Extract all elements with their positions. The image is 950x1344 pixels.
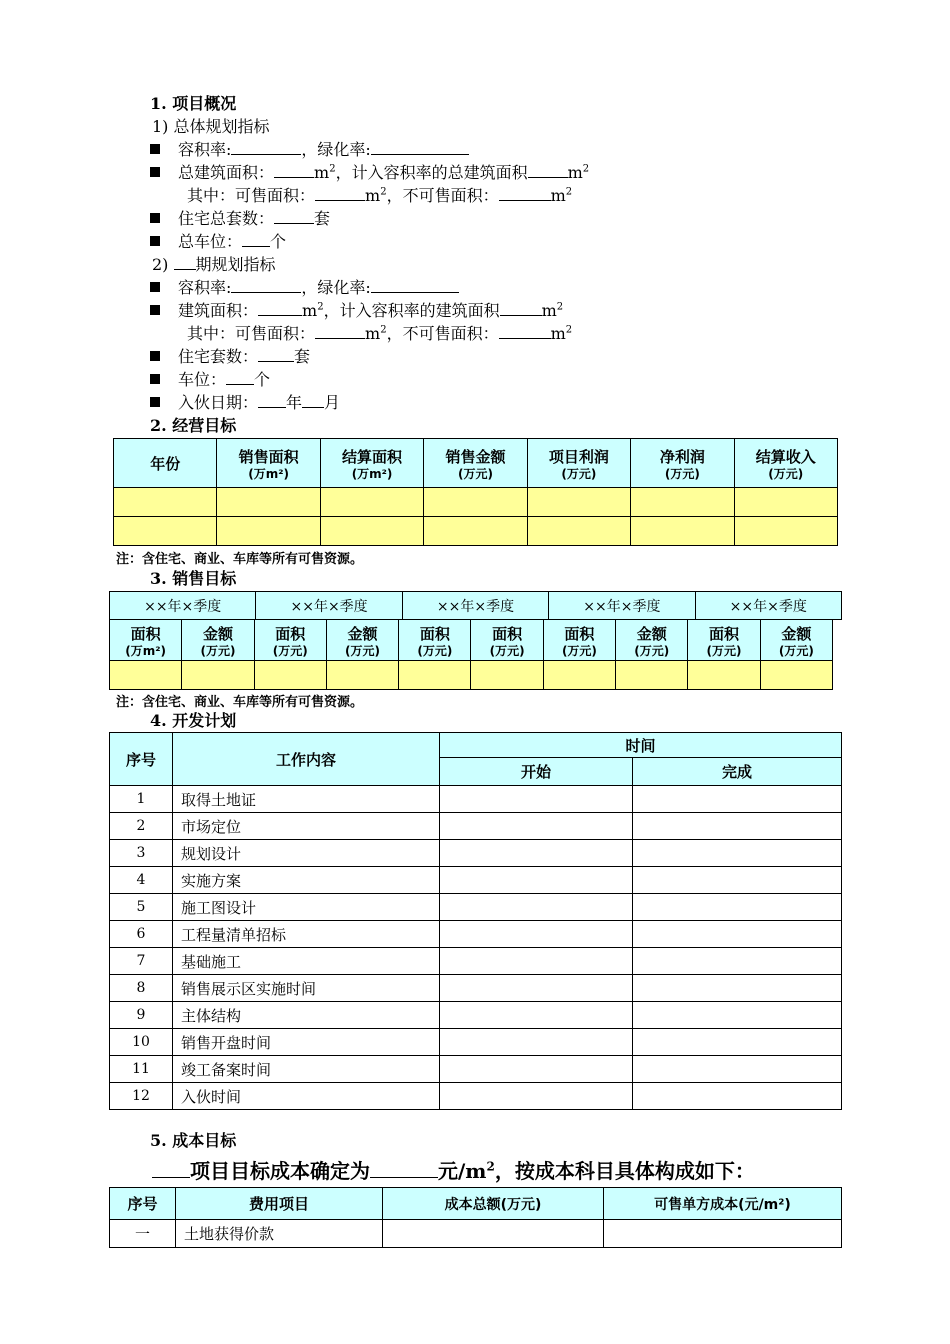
table-row: [114, 517, 838, 546]
row-work: 基础施工: [173, 948, 440, 975]
table-cell[interactable]: [631, 517, 734, 546]
operating-target-table: [113, 438, 838, 546]
header-start: 开始: [440, 758, 633, 786]
table-header-row: [114, 439, 838, 488]
table-cell[interactable]: [424, 517, 527, 546]
square-bullet-icon: [150, 213, 160, 223]
quarter-header: ××年×季度: [256, 592, 402, 620]
header-settled-area: 结算面积 (万m²): [320, 439, 423, 488]
square-bullet-icon: [150, 167, 160, 177]
sub-header-amount: 金额 (万元): [182, 620, 254, 661]
square-bullet-icon: [150, 374, 160, 384]
row-start-cell[interactable]: [440, 1029, 633, 1056]
row-seq: 11: [110, 1056, 173, 1083]
table-cell[interactable]: [631, 488, 734, 517]
row-seq: 6: [110, 921, 173, 948]
sales-sub-table: [109, 619, 833, 690]
square-bullet-icon: [150, 282, 160, 292]
square-bullet-icon: [150, 351, 160, 361]
header-net-profit: 净利润 (万元): [631, 439, 734, 488]
row-seq: 2: [110, 813, 173, 840]
cost-target-table: [109, 1187, 842, 1248]
header-end: 完成: [633, 758, 842, 786]
header-total-cost: 成本总额(万元): [383, 1188, 604, 1220]
header-unit-cost: 可售单方成本(元/m²): [604, 1188, 842, 1220]
table-row: [110, 894, 842, 921]
line-phase-saleable-area: 其中：可售面积： $m^2$，不可售面积： $m^2$: [187, 324, 573, 343]
table-cell[interactable]: [734, 517, 837, 546]
row-work: 市场定位: [173, 813, 440, 840]
sub-heading-phase: 2) 期规划指标: [152, 255, 276, 274]
row-end-cell[interactable]: [633, 975, 842, 1002]
table-row: [110, 948, 842, 975]
row-start-cell[interactable]: [440, 813, 633, 840]
table-row: [110, 1056, 842, 1083]
bullet-move-in-date: 入伙日期： 年 月: [150, 392, 340, 414]
sales-subheader-row: [110, 620, 833, 661]
table-row: [110, 840, 842, 867]
bullet-phase-floor-area: 建筑面积： $m^2$，计入容积率的建筑面积 $m^2$: [150, 300, 563, 322]
sub-header-amount: 金额 (万元): [616, 620, 688, 661]
sub-header-area: 面积 (万m²): [110, 620, 182, 661]
header-cost-item: 费用项目: [176, 1188, 383, 1220]
quarter-header: ××年×季度: [549, 592, 695, 620]
row-work: 取得土地证: [173, 786, 440, 813]
sub-header-area: 面积 (万元): [471, 620, 543, 661]
table-row: [110, 1029, 842, 1056]
quarter-header: ××年×季度: [402, 592, 548, 620]
sub-header-area: 面积 (万元): [254, 620, 326, 661]
table-row: [110, 867, 842, 894]
row-start-cell[interactable]: [440, 894, 633, 921]
header-time: 时间: [440, 733, 842, 758]
row-total-cell[interactable]: [383, 1220, 604, 1248]
row-end-cell[interactable]: [633, 894, 842, 921]
quarter-header: ××年×季度: [110, 592, 256, 620]
sub-header-area: 面积 (万元): [543, 620, 615, 661]
table-cell[interactable]: [424, 488, 527, 517]
row-seq: 8: [110, 975, 173, 1002]
sub-header-amount: 金额 (万元): [326, 620, 398, 661]
table-cell[interactable]: [114, 517, 217, 546]
row-seq: 12: [110, 1083, 173, 1110]
sales-target-table: [109, 591, 842, 689]
table-cell[interactable]: [320, 488, 423, 517]
square-bullet-icon: [150, 236, 160, 246]
line-saleable-area: 其中：可售面积： $m^2$，不可售面积： $m^2$: [187, 186, 573, 205]
row-work: 销售展示区实施时间: [173, 975, 440, 1002]
row-start-cell[interactable]: [440, 1002, 633, 1029]
table-row: [114, 488, 838, 517]
row-seq: 1: [110, 786, 173, 813]
table-row: [110, 921, 842, 948]
bullet-phase-housing-units: 住宅套数： 套: [150, 346, 310, 368]
bullet-phase-plot-ratio: 容积率: ，绿化率:: [150, 277, 459, 299]
bullet-total-floor-area: 总建筑面积： $m^2$，计入容积率的总建筑面积 $m^2$: [150, 162, 589, 184]
row-work: 规划设计: [173, 840, 440, 867]
header-sales-amount: 销售金额 (万元): [424, 439, 527, 488]
table-cell[interactable]: [734, 488, 837, 517]
row-seq: 7: [110, 948, 173, 975]
header-settled-income: 结算收入 (万元): [734, 439, 837, 488]
table-row: [110, 813, 842, 840]
row-work: 主体结构: [173, 1002, 440, 1029]
row-end-cell[interactable]: [633, 1002, 842, 1029]
header-work: 工作内容: [173, 733, 440, 786]
table-cell[interactable]: [760, 661, 832, 690]
table-cell[interactable]: [217, 488, 320, 517]
table-cell[interactable]: [320, 517, 423, 546]
row-end-cell[interactable]: [633, 921, 842, 948]
row-seq: 9: [110, 1002, 173, 1029]
bullet-plot-ratio: 容积率: ，绿化率:: [150, 139, 469, 161]
row-start-cell[interactable]: [440, 840, 633, 867]
row-start-cell[interactable]: [440, 867, 633, 894]
section-3-heading: 3. 销售目标: [150, 569, 237, 588]
table-cell[interactable]: [527, 517, 630, 546]
row-work: 销售开盘时间: [173, 1029, 440, 1056]
row-start-cell[interactable]: [440, 786, 633, 813]
row-end-cell[interactable]: [633, 840, 842, 867]
bullet-parking: 总车位： 个: [150, 231, 286, 253]
table-cell[interactable]: [399, 661, 471, 690]
table-cell[interactable]: [616, 661, 688, 690]
header-seq: 序号: [110, 1188, 176, 1220]
table-cell[interactable]: [471, 661, 543, 690]
row-end-cell[interactable]: [633, 867, 842, 894]
row-end-cell[interactable]: [633, 1029, 842, 1056]
sub-heading-overall: 1) 总体规划指标: [152, 117, 270, 136]
table-row: [110, 661, 833, 690]
quarter-header: ××年×季度: [695, 592, 841, 620]
header-seq: 序号: [110, 733, 173, 786]
sub-header-area: 面积 (万元): [399, 620, 471, 661]
row-work: 竣工备案时间: [173, 1056, 440, 1083]
square-bullet-icon: [150, 144, 160, 154]
table-cell[interactable]: [254, 661, 326, 690]
row-seq: 4: [110, 867, 173, 894]
bullet-phase-parking: 车位： 个: [150, 369, 270, 391]
table-row: [110, 1220, 842, 1248]
header-year: 年份: [114, 439, 217, 488]
row-end-cell[interactable]: [633, 813, 842, 840]
table-row: [110, 1083, 842, 1110]
row-start-cell[interactable]: [440, 1083, 633, 1110]
operating-note: 注：含住宅、商业、车库等所有可售资源。: [116, 552, 364, 567]
row-unit-cell[interactable]: [604, 1220, 842, 1248]
table-cell[interactable]: [217, 517, 320, 546]
row-start-cell[interactable]: [440, 975, 633, 1002]
section-5-heading: 5. 成本目标: [150, 1131, 237, 1150]
section-2-heading: 2. 经营目标: [150, 416, 237, 435]
row-seq: 3: [110, 840, 173, 867]
section-1-heading: 1. 项目概况: [150, 94, 237, 113]
table-row: [110, 1002, 842, 1029]
row-seq: 5: [110, 894, 173, 921]
row-start-cell[interactable]: [440, 1056, 633, 1083]
row-seq: 10: [110, 1029, 173, 1056]
table-cell[interactable]: [326, 661, 398, 690]
table-cell[interactable]: [527, 488, 630, 517]
row-end-cell[interactable]: [633, 786, 842, 813]
sub-header-area: 面积 (万元): [688, 620, 760, 661]
square-bullet-icon: [150, 305, 160, 315]
row-end-cell[interactable]: [633, 1083, 842, 1110]
header-sales-area: 销售面积 (万m²): [217, 439, 320, 488]
row-start-cell[interactable]: [440, 948, 633, 975]
table-row: [110, 786, 842, 813]
sub-header-amount: 金额 (万元): [760, 620, 832, 661]
cost-target-line: 项目目标成本确定为 元$/m^2$，按成本科目具体构成如下：: [152, 1157, 755, 1185]
table-cell[interactable]: [114, 488, 217, 517]
row-cost-item: 土地获得价款: [176, 1220, 383, 1248]
row-seq: 一: [110, 1220, 176, 1248]
row-work: 实施方案: [173, 867, 440, 894]
table-cell[interactable]: [182, 661, 254, 690]
table-cell[interactable]: [543, 661, 615, 690]
development-plan-table: [109, 732, 842, 1110]
row-work: 工程量清单招标: [173, 921, 440, 948]
square-bullet-icon: [150, 397, 160, 407]
header-project-profit: 项目利润 (万元): [527, 439, 630, 488]
bullet-housing-units: 住宅总套数： 套: [150, 208, 330, 230]
row-end-cell[interactable]: [633, 1056, 842, 1083]
row-work: 施工图设计: [173, 894, 440, 921]
table-cell[interactable]: [688, 661, 760, 690]
section-4-heading: 4. 开发计划: [150, 711, 237, 730]
sales-note: 注：含住宅、商业、车库等所有可售资源。: [116, 695, 364, 710]
row-end-cell[interactable]: [633, 948, 842, 975]
row-start-cell[interactable]: [440, 921, 633, 948]
sales-quarter-header: [109, 591, 842, 620]
table-cell[interactable]: [110, 661, 182, 690]
row-work: 入伙时间: [173, 1083, 440, 1110]
table-row: [110, 975, 842, 1002]
